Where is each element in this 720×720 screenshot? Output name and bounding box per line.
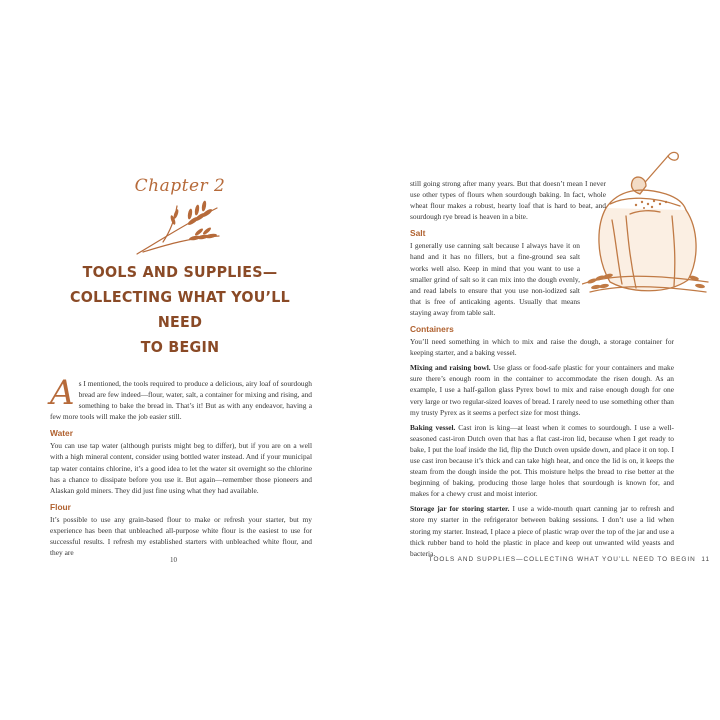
- left-body: [50, 373, 312, 558]
- page-number-left: 10: [170, 556, 177, 564]
- mixing-bowl-text: Use glass or food-safe plastic for your containers and make sure there’s enough room in the container to accommodate the risen dough. As an example, I use a half-gallon glass Pyrex bowl to mix and raise enough dough for one very large or two regular-sized loaves of bread. I rarely need to use something other than my trusty Pyrex as it seems a perfect size for most things.: [410, 363, 674, 417]
- chapter-title-line: TOOLS AND SUPPLIES—: [82, 263, 278, 281]
- water-paragraph: You can use tap water (although purists might beg to differ), but if you are on a well with a high mineral content, consider using bottled water instead. And if your municipal tap water contains chlorine, it’s a good idea to let the water sit overnight so the chlorine has a chance to dissipate before you use it. But again—remember those pioneers and Alaskan gold miners. They did just fine using what they had available.: [50, 441, 312, 495]
- water-heading: Water: [50, 428, 73, 439]
- chapter-label: Chapter 2: [134, 176, 226, 196]
- flour-heading: Flour: [50, 501, 71, 512]
- chapter-title-line: TO BEGIN: [140, 338, 220, 356]
- storage-jar-paragraph: [410, 503, 674, 558]
- right-page: [360, 0, 720, 720]
- running-footer: [418, 556, 710, 563]
- drop-cap: A: [50, 373, 75, 413]
- baking-vessel-text: Cast iron is king—at least when it comes to sourdough. I use a well-seasoned cast-iron Dutch oven that has a flat cast-iron lid, because when I get ready to bake, I put the loaf inside the lid, flip the Dutch oven upside down, and place it on top. I use cast iron because it’s thick and can take high heat, and once the lid is on, it keeps the steam from the dough inside the pot. This moisture helps the bread to rise better at the beginning of baking, producing those large holes that sourdough is known for, and makes for a chewy crust and moist interior.: [410, 422, 674, 499]
- mixing-bowl-lead: Mixing and raising bowl.: [410, 363, 491, 373]
- right-body: [410, 178, 674, 563]
- salt-heading: Salt: [410, 228, 426, 239]
- baking-vessel-paragraph: [410, 422, 674, 500]
- continued-paragraph: still going strong after many years. But that doesn’t mean I never use other types of flours when sourdough baking. In fact, whole wheat flour makes a robust, hearty loaf that is hard to beat, and sourdough rye bread is heaven in a bite.: [410, 179, 606, 222]
- intro-paragraph: [50, 373, 312, 422]
- chapter-title-line: COLLECTING WHAT YOU’LL NEED: [69, 288, 291, 331]
- mixing-bowl-paragraph: [410, 362, 674, 417]
- containers-intro: You’ll need something in which to mix and raise the dough, a storage container for keeping starter, and a baking vessel.: [410, 337, 674, 358]
- flour-paragraph: It’s possible to use any grain-based flour to make or refresh your starter, but my experience has been that unbleached all-purpose white flour is the easiest to use for successful results. I refresh my established starters with unbleached white flour, and they are: [50, 514, 312, 558]
- intro-text: s I mentioned, the tools required to produce a delicious, airy loaf of sourdough bread are few indeed—flour, water, salt, a container for mixing and rising, and something to bake the bread in. That’s it! But as with any endeavor, having a few more tools will make the job easier still.: [50, 379, 312, 422]
- wheat-ornament-icon: [133, 200, 223, 258]
- storage-jar-lead: Storage jar for storing starter.: [410, 504, 510, 514]
- running-footer-title: TOOLS AND SUPPLIES—COLLECTING WHAT YOU’LL NEED TO BEGIN: [428, 556, 696, 563]
- containers-heading: Containers: [410, 324, 454, 335]
- baking-vessel-lead: Baking vessel.: [410, 422, 456, 432]
- salt-paragraph: I generally use canning salt because I always have it on hand and it has no fillers, but a fine-ground sea salt works well also. Keep in mind that you want to use a smaller grind of salt so it can mix into the dough evenly, and read labels to ensure that you use non-iodized salt that is free of anticaking agents. Usually that means staying away from table salt.: [410, 241, 580, 317]
- page-number-right: 11: [701, 556, 710, 563]
- storage-jar-text: I use a wide-mouth quart canning jar to refresh and store my starter in the refrigerator between baking sessions. I don’t use a lid when storing my starter. Instead, I place a piece of plastic wrap over the top of the jar and use a thick rubber band to hold the plastic in place and keep out unwanted wild yeasts and bacteria.: [410, 504, 674, 558]
- chapter-title: [65, 260, 295, 360]
